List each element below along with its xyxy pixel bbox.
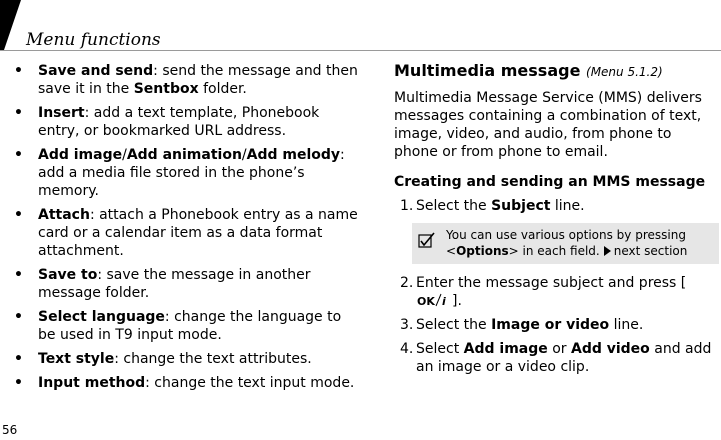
list-item: • Input method: change the text input mode. — [14, 375, 355, 391]
list-item: • Save and send: send the message and then save it in the Sentbox folder. — [14, 63, 358, 97]
svg-text:i: i — [442, 295, 446, 308]
ok-key-icon — [416, 292, 452, 308]
list-item: • Insert: add a text template, Phonebook entry, or bookmarked URL address. — [14, 105, 320, 139]
section-header-title: Menu functions — [26, 30, 161, 50]
header-tab-shape — [0, 0, 21, 50]
list-item: • Save to: save the message in another message folder. — [14, 267, 311, 301]
procedure-heading: Creating and sending an MMS message — [394, 174, 706, 190]
step-item: 3. Select the Image or video line. — [400, 317, 644, 333]
section-title: Multimedia message (Menu 5.1.2) — [394, 61, 663, 80]
intro-paragraph: Multimedia Message Service (MMS) delivers messages containing a combination of text, image, video, and audio, from phone to phone or from phone to email. — [394, 90, 702, 160]
list-item: • Attach: attach a Phonebook entry as a name card or a calendar item as a data format attachment. — [14, 207, 358, 259]
checkmark-note-icon — [418, 232, 436, 248]
header-divider — [0, 50, 721, 51]
step-item: 1. Select the Subject line. — [400, 198, 585, 214]
list-item: • Add image/Add animation/Add melody: add a media file stored in the phone’s memory. — [14, 147, 345, 199]
options-list — [14, 62, 359, 398]
step-item: 4. Select Add image or Add video and add an image or a video clip. — [400, 341, 712, 375]
note-box: You can use various options by pressing <Options> in each field. next section — [412, 223, 719, 264]
step-item: 2. Enter the message subject and press [ OK i ]. — [400, 275, 687, 309]
svg-text:OK: OK — [417, 295, 435, 308]
cross-reference-link[interactable]: next section — [613, 244, 688, 258]
list-item: • Select language: change the language to be used in T9 input mode. — [14, 309, 342, 343]
page-number: 56 — [2, 423, 18, 437]
menu-reference: (Menu 5.1.2) — [586, 65, 663, 79]
arrow-right-icon — [604, 246, 611, 256]
multimedia-message-section — [394, 62, 719, 382]
list-item: • Text style: change the text attributes. — [14, 351, 312, 367]
